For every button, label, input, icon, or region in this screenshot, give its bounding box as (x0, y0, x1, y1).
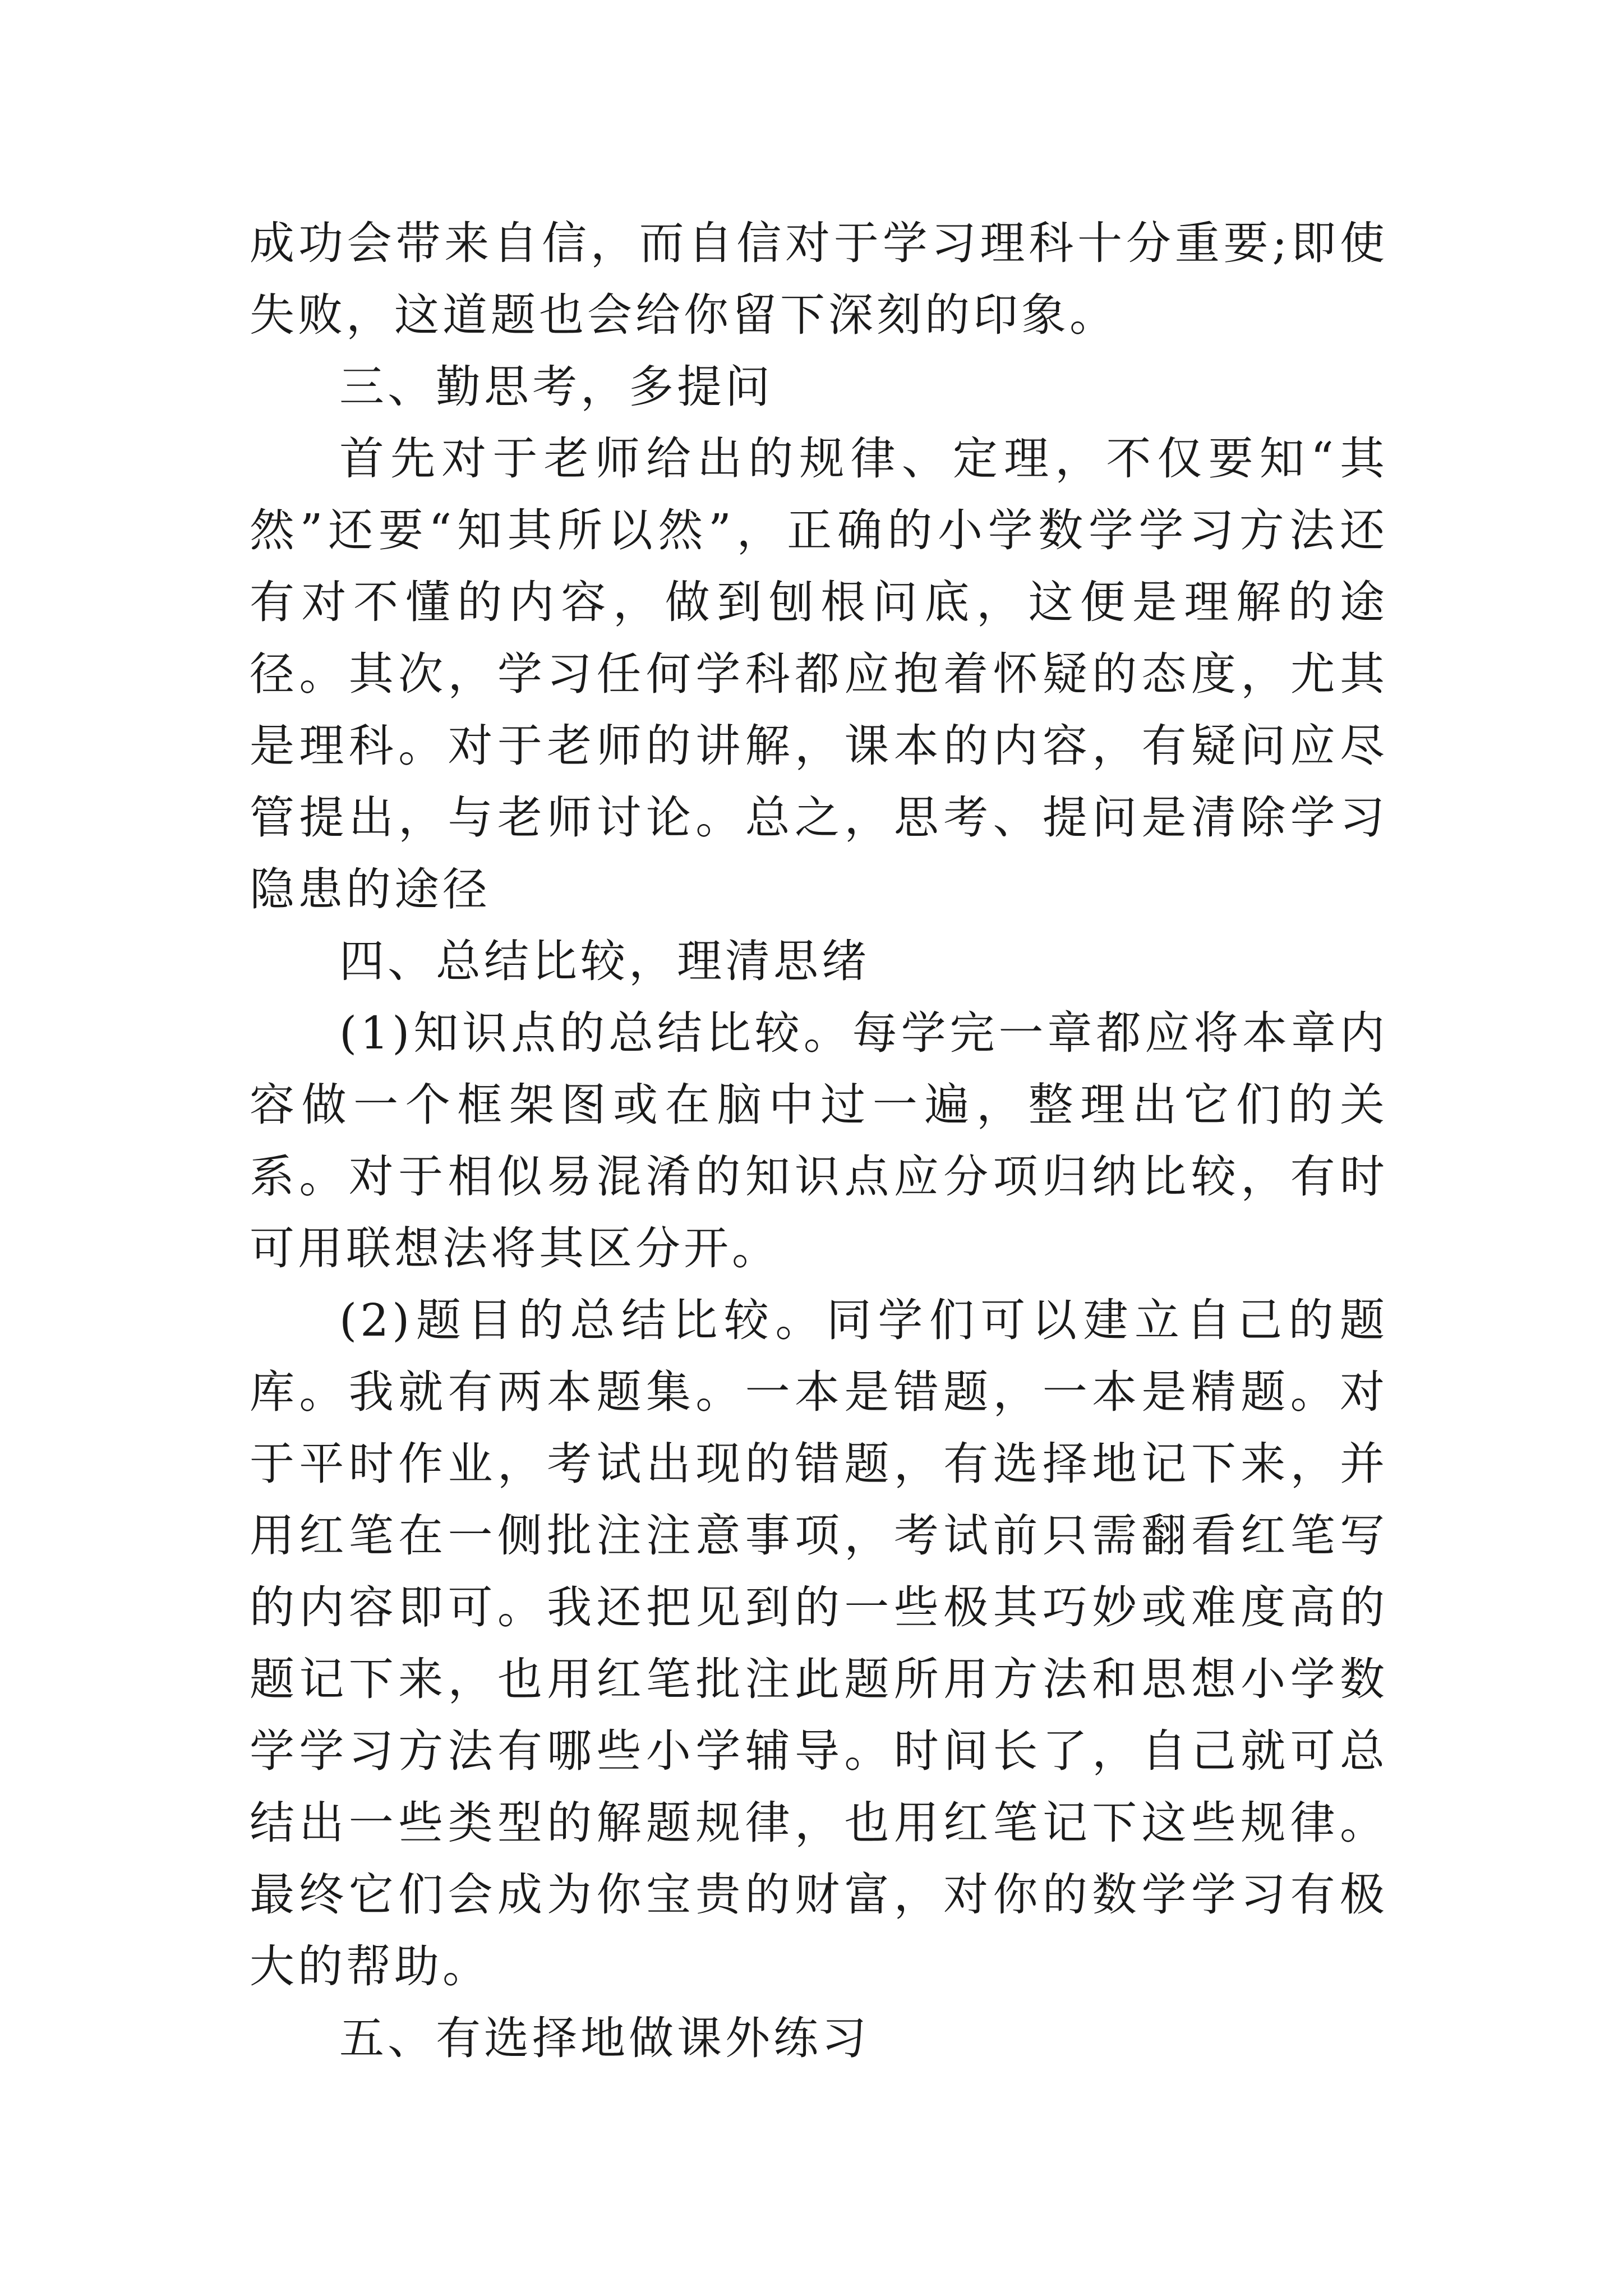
paragraph-continuation: 成功会带来自信，而自信对于学习理科十分重要;即使失败，这道题也会给你留下深刻的印象。 (250, 217, 1388, 341)
paragraph-thinking: 首先对于老师给出的规律、定理，不仅要知“其然”还要“知其所以然”，正确的小学数学学习方法还有对不懂的内容，做到刨根问底，这便是理解的途径。其次，学习任何学科都应抱着怀疑的态度，尤其是理科。对于老师的讲解，课本的内容，有疑问应尽管提出，与老师讨论。总之，思考、提问是清除学习隐患的途径 (250, 432, 1388, 915)
paragraph-question-summary: (2)题目的总结比较。同学们可以建立自己的题库。我就有两本题集。一本是错题，一本是精题。对于平时作业，考试出现的错题，有选择地记下来，并用红笔在一侧批注注意事项，考试前只需翻看红笔写的内容即可。我还把见到的一些极其巧妙或难度高的题记下来，也用红笔批注此题所用方法和思想小学数学学习方法有哪些小学辅导。时间长了，自己就可总结出一些类型的解题规律，也用红笔记下这些规律。最终它们会成为你宝贵的财富，对你的数学学习有极大的帮助。 (250, 1294, 1388, 1993)
document-body (250, 208, 1388, 2074)
section-heading-3: 三、勤思考，多提问 (339, 361, 773, 413)
section-heading-4: 四、总结比较，理清思绪 (339, 935, 870, 987)
section-heading-5: 五、有选择地做课外练习 (339, 2012, 870, 2064)
paragraph-knowledge-summary: (1)知识点的总结比较。每学完一章都应将本章内容做一个框架图或在脑中过一遍，整理出它们的关系。对于相似易混淆的知识点应分项归纳比较，有时可用联想法将其区分开。 (250, 1007, 1388, 1274)
